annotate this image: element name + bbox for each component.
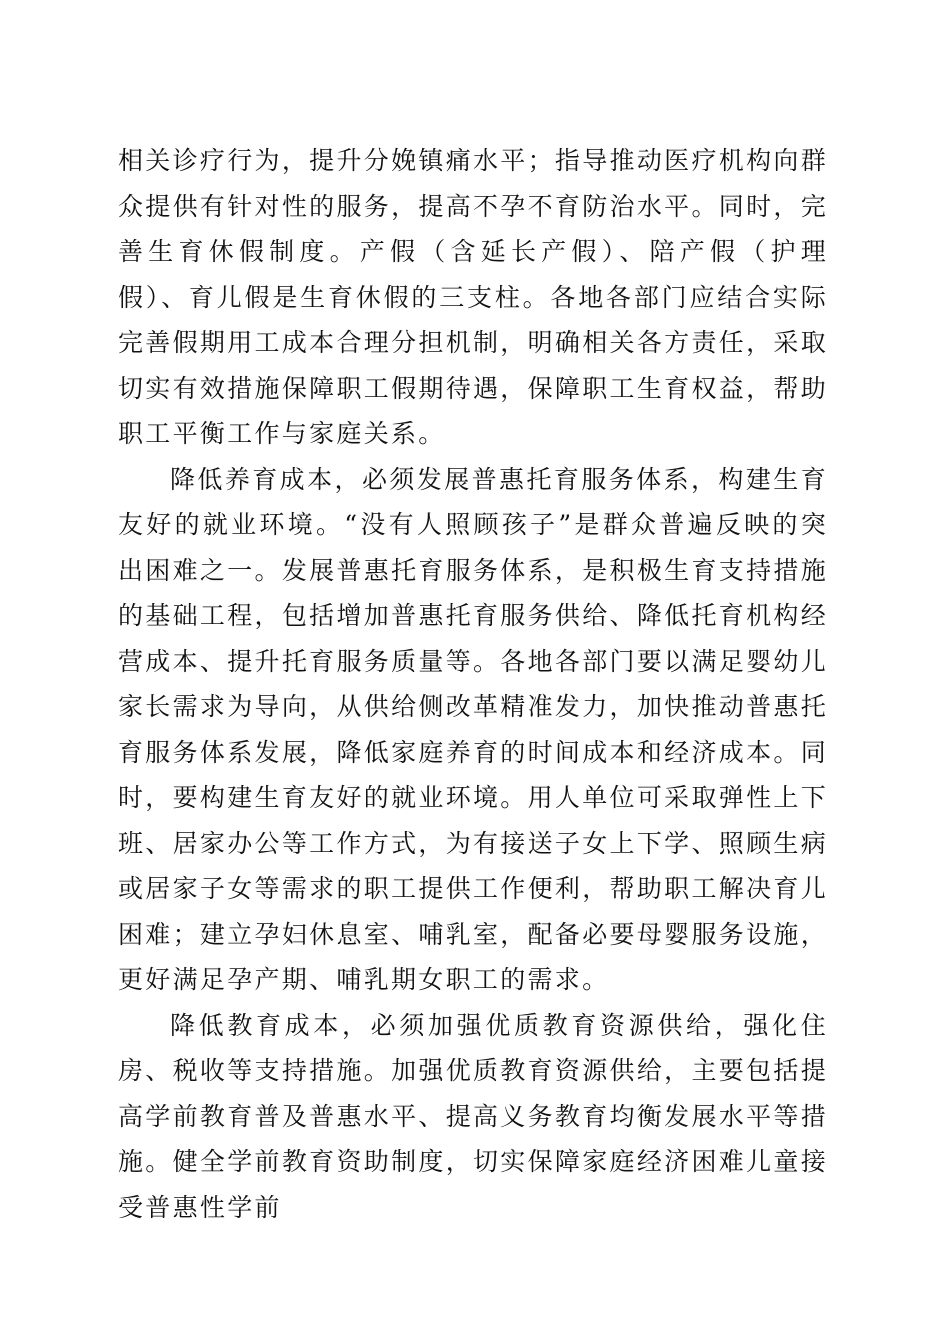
document-body — [118, 138, 828, 1230]
paragraph-education-cost: 降低教育成本，必须加强优质教育资源供给，强化住房、税收等支持措施。加强优质教育资源供给，主要包括提高学前教育普及普惠水平、提高义务教育均衡发展水平等措施。健全学前教育资助制度，切实保障家庭经济困难儿童接受普惠性学前 — [118, 1010, 828, 1222]
paragraph-parenting-cost: 降低养育成本，必须发展普惠托育服务体系，构建生育友好的就业环境。“没有人照顾孩子”是群众普遍反映的突出困难之一。发展普惠托育服务体系，是积极生育支持措施的基础工程，包括增加普惠托育服务供给、降低托育机构经营成本、提升托育服务质量等。各地各部门要以满足婴幼儿家长需求为导向，从供给侧改革精准发力，加快推动普惠托育服务体系发展，降低家庭养育的时间成本和经济成本。同时，要构建生育友好的就业环境。用人单位可采取弹性上下班、居家办公等工作方式，为有接送子女上下学、照顾生病或居家子女等需求的职工提供工作便利，帮助职工解决育儿困难；建立孕妇休息室、哺乳室，配备必要母婴服务设施，更好满足孕产期、哺乳期女职工的需求。 — [118, 464, 828, 994]
paragraph-continuation: 相关诊疗行为，提升分娩镇痛水平；指导推动医疗机构向群众提供有针对性的服务，提高不孕不育防治水平。同时，完善生育休假制度。产假（含延长产假）、陪产假（护理假）、育儿假是生育休假的三支柱。各地各部门应结合实际完善假期用工成本合理分担机制，明确相关各方责任，采取切实有效措施保障职工假期待遇，保障职工生育权益，帮助职工平衡工作与家庭关系。 — [118, 146, 828, 448]
